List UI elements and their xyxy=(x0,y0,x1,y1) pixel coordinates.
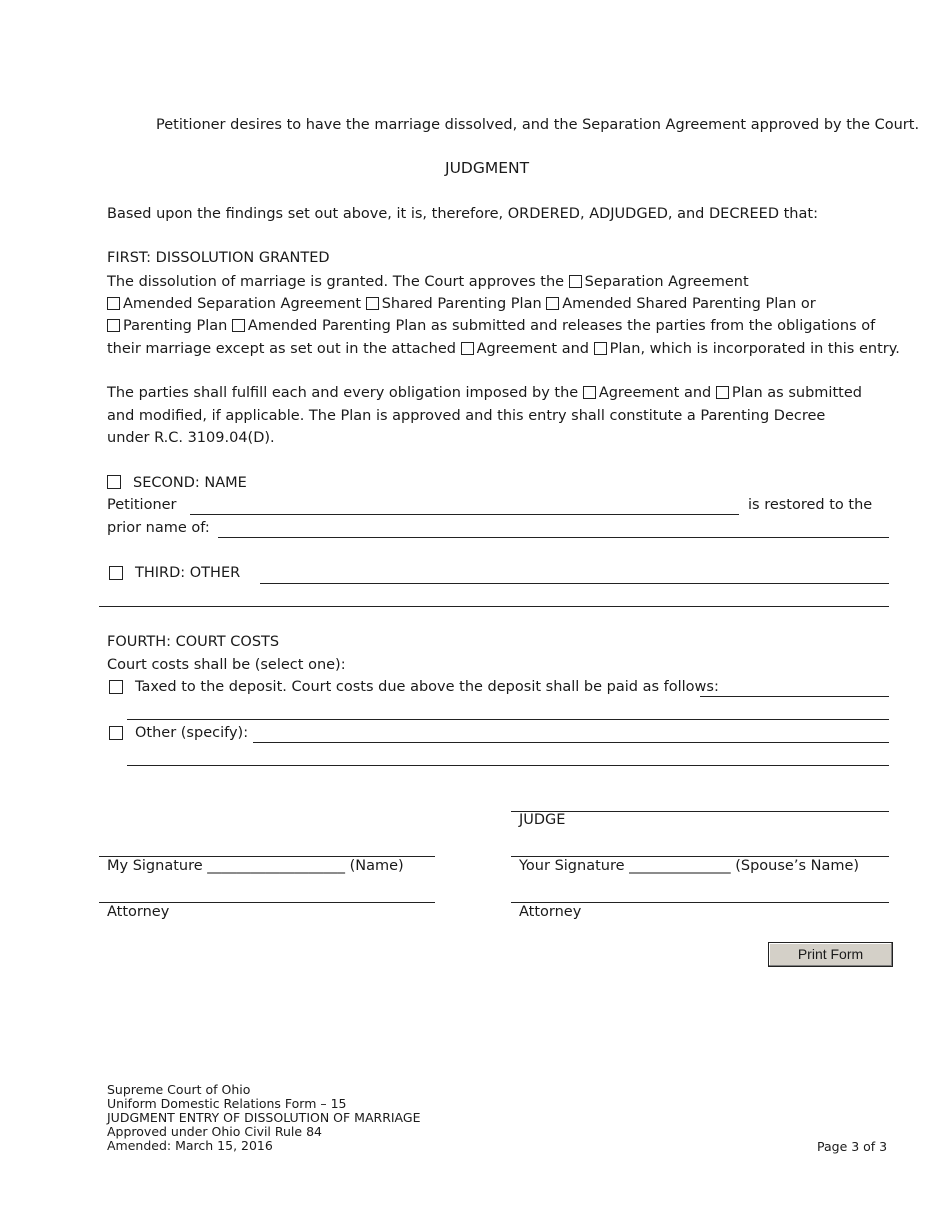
footer-amended: Amended: March 15, 2016 xyxy=(107,1138,273,1153)
amended-shared-parenting-label: Amended Shared Parenting Plan or xyxy=(562,296,816,312)
first-line4-prefix: their marriage except as set out in the attached xyxy=(107,341,456,357)
separation-agreement-label: Separation Agreement xyxy=(584,274,749,290)
first-line-2 xyxy=(107,295,816,313)
obligation-plan-checkbox[interactable] xyxy=(716,386,729,399)
your-signature-label: Your Signature ______________ (Spouse’s Name) xyxy=(519,858,860,874)
shared-parenting-label: Shared Parenting Plan xyxy=(381,296,542,312)
shared-parenting-checkbox[interactable] xyxy=(366,297,379,310)
petitioner-label: Petitioner xyxy=(107,497,177,513)
parenting-plan-label: Parenting Plan xyxy=(123,318,228,334)
restored-label: is restored to the xyxy=(748,497,873,513)
attached-agreement-checkbox[interactable] xyxy=(461,342,474,355)
first-line-3 xyxy=(107,317,875,335)
amended-parenting-plan-checkbox[interactable] xyxy=(232,319,245,332)
petitioner-name-field[interactable] xyxy=(190,514,739,515)
obligation-line-1 xyxy=(107,384,862,402)
attorney-left-label: Attorney xyxy=(107,904,170,920)
court-costs-subtitle: Court costs shall be (select one): xyxy=(107,657,346,673)
obligation-prefix: The parties shall fulfill each and every obligation imposed by the xyxy=(107,385,579,401)
footer-court: Supreme Court of Ohio xyxy=(107,1082,251,1097)
separation-agreement-checkbox[interactable] xyxy=(569,275,582,288)
footer-form-title: JUDGMENT ENTRY OF DISSOLUTION OF MARRIAGE xyxy=(107,1110,421,1125)
attached-plan-label: Plan, which is incorporated in this entry. xyxy=(609,341,900,357)
first-line-1 xyxy=(107,273,749,291)
judge-signature-line[interactable] xyxy=(511,811,889,812)
first-line1-prefix: The dissolution of marriage is granted. The Court approves the xyxy=(107,274,565,290)
amended-parenting-plan-label: Amended Parenting Plan as submitted and releases the parties from the obligations of xyxy=(247,318,876,334)
other-costs-field[interactable] xyxy=(253,742,889,743)
parenting-plan-checkbox[interactable] xyxy=(107,319,120,332)
attached-plan-checkbox[interactable] xyxy=(594,342,607,355)
attorney-right-label: Attorney xyxy=(519,904,582,920)
taxed-deposit-label: Taxed to the deposit. Court costs due above the deposit shall be paid as follows: xyxy=(135,679,719,695)
intro-text: Petitioner desires to have the marriage dissolved, and the Separation Agreement approved by the Court. xyxy=(156,117,920,133)
attached-agreement-label: Agreement and xyxy=(476,341,589,357)
findings-text: Based upon the findings set out above, it is, therefore, ORDERED, ADJUDGED, and DECREED that: xyxy=(107,206,818,222)
first-line-4 xyxy=(107,340,900,358)
obligation-agreement-label: Agreement and xyxy=(598,385,712,401)
first-title: FIRST: DISSOLUTION GRANTED xyxy=(107,250,330,266)
footer-form-number: Uniform Domestic Relations Form – 15 xyxy=(107,1096,347,1111)
judge-label: JUDGE xyxy=(519,812,566,828)
prior-name-field[interactable] xyxy=(218,537,889,538)
fourth-title: FOURTH: COURT COSTS xyxy=(107,634,280,650)
second-name-checkbox[interactable] xyxy=(107,475,121,489)
obligation-line-3: under R.C. 3109.04(D). xyxy=(107,430,275,446)
obligation-line-2: and modified, if applicable. The Plan is approved and this entry shall constitute a Parenting Decree xyxy=(107,408,826,424)
amended-shared-parenting-checkbox[interactable] xyxy=(546,297,559,310)
amended-separation-label: Amended Separation Agreement xyxy=(123,296,362,312)
judgment-heading: JUDGMENT xyxy=(445,159,530,177)
second-title: SECOND: NAME xyxy=(133,475,247,491)
other-costs-label: Other (specify): xyxy=(135,725,249,741)
obligation-plan-label: Plan as submitted xyxy=(731,385,862,401)
print-form-button[interactable]: Print Form xyxy=(768,942,893,967)
other-costs-field-line-2[interactable] xyxy=(127,765,889,766)
third-other-field-line-2[interactable] xyxy=(99,606,889,607)
taxed-deposit-checkbox[interactable] xyxy=(109,680,123,694)
amended-separation-checkbox[interactable] xyxy=(107,297,120,310)
third-other-field[interactable] xyxy=(260,583,889,584)
taxed-deposit-field[interactable] xyxy=(700,696,889,697)
other-costs-checkbox[interactable] xyxy=(109,726,123,740)
taxed-deposit-field-line-2[interactable] xyxy=(127,719,889,720)
third-title: THIRD: OTHER xyxy=(135,565,241,581)
my-signature-label: My Signature ___________________ (Name) xyxy=(107,858,404,874)
footer-approved: Approved under Ohio Civil Rule 84 xyxy=(107,1124,322,1139)
page-number: Page 3 of 3 xyxy=(817,1139,888,1154)
prior-name-label: prior name of: xyxy=(107,520,210,536)
obligation-agreement-checkbox[interactable] xyxy=(583,386,596,399)
third-other-checkbox[interactable] xyxy=(109,566,123,580)
